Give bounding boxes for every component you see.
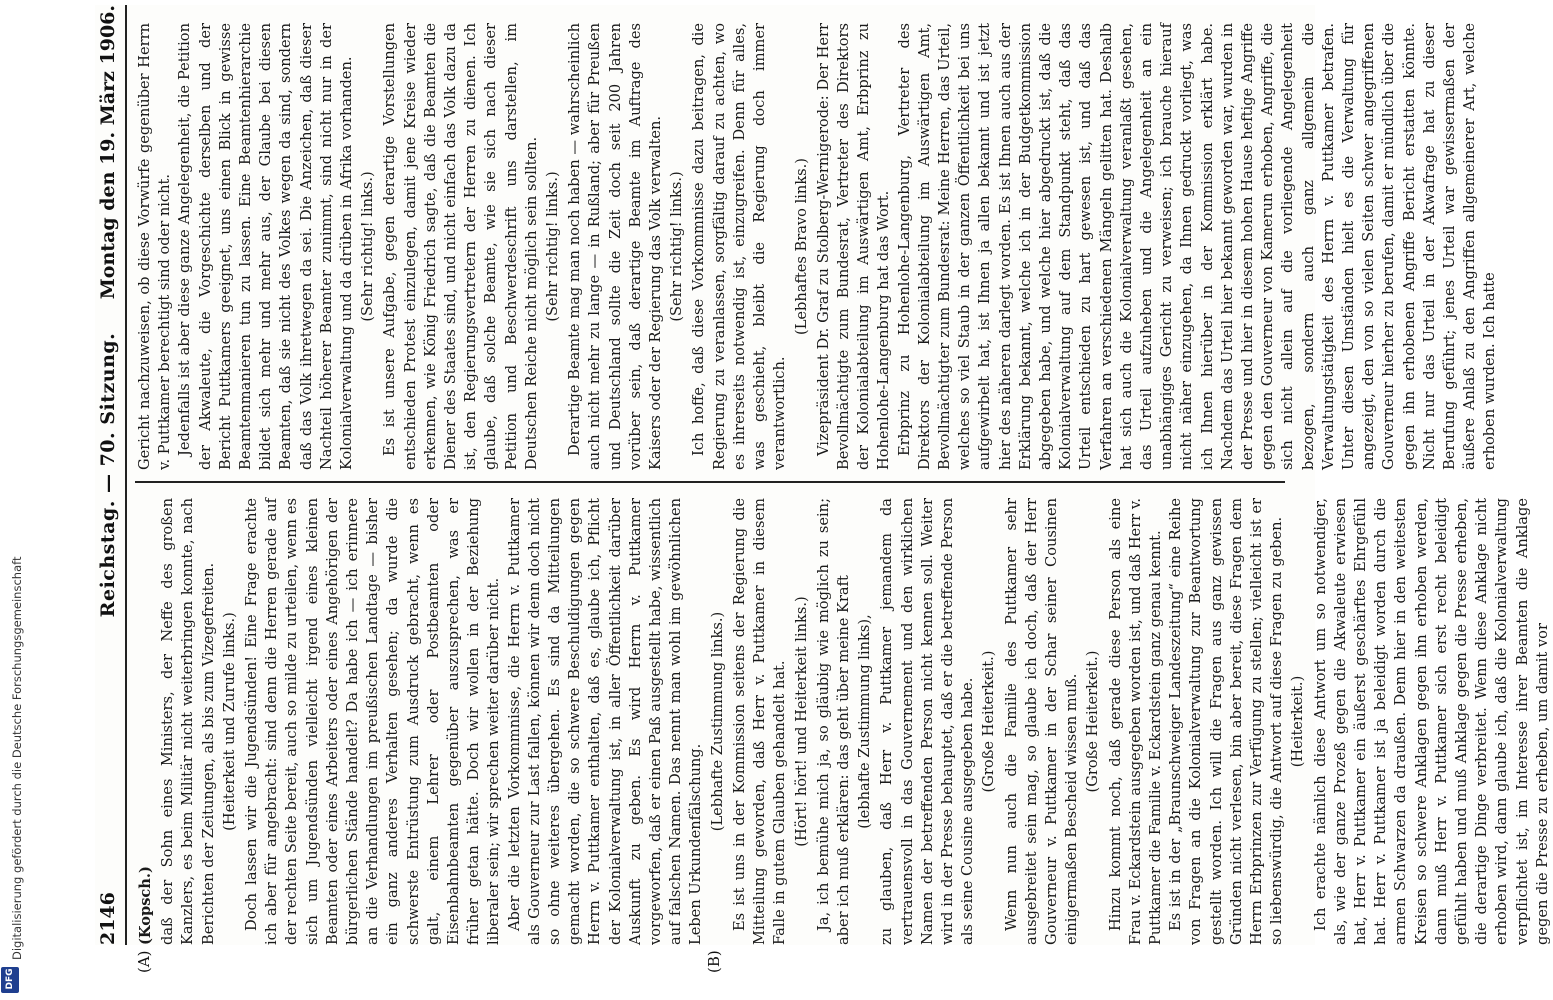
paragraph: Es ist in der „Braunschweiger Landeszeitung“ eine Reihe von Fragen an die Kolonialverwaltung zur Beantwortung gestellt worden. Ich will die Fragen aus ganz gewissen Gründen nicht verlesen, bin aber bereit, diese Fragen dem Herrn Erbprinzen zur Verfügung zu stellen; vielleicht ist er so liebenswürdig, die Antwort auf diese Fragen zu geben.	[1167, 498, 1286, 945]
paragraph: Ich hoffe, daß diese Vorkommnisse dazu beitragen, die Regierung zu veranlassen, sorgfältig darauf zu achten, wo es ihrerseits notwendig ist, einzugreifen. Denn für alles, was geschieht, bleibt die Regierung doch immer verantwortlich.	[690, 23, 789, 470]
remark: (Lebhaftes Bravo links.)	[792, 158, 810, 335]
remark: (lebhafte Zustimmung links),	[856, 614, 874, 829]
paragraph: Aber die letzten Vorkommnisse, die Herrn v. Puttkamer als Gouverneur zur Last fallen, können wir denn doch nicht so ohne weiteres übergehen. Es sind da Mitteilungen gemacht worden, die so schwere Beschuldigungen gegen Herrn v. Puttkamer enthalten, daß es, glaube ich, Pflicht der Kolonialverwaltung ist, in aller Öffentlichkeit darüber Auskunft zu geben. Es wird Herrn v. Puttkamer vorgeworfen, daß er einen Paß ausgestellt habe, wissentlich auf falschen Namen. Das nennt man wohl im gewöhnlichen Leben Urkundenfälschung.	[505, 498, 705, 945]
funding-notice: Digitalisierung gefördert durch die Deutsche Forschungsgemeinschaft	[10, 556, 24, 960]
paragraph: Derartige Beamte mag man noch haben — wahrscheinlich auch nicht mehr zu lange — in Rußland; aber für Preußen und Deutschland sollte die Zeit doch seit 200 Jahren vorüber sein, daß derartige Beamte im Auftrage des Kaisers oder der Regierung das Volk verwalten.	[566, 23, 665, 470]
remark: (Große Heiterkeit.)	[1084, 650, 1102, 793]
paragraph: Es ist unsere Aufgabe, gegen derartige Vorstellungen entschieden Protest einzulegen, damit jene Kreise wieder erkennen, wie König Friedrich sagte, daß die Beamten die Diener des Staates sind, und nicht einfach das Volk dazu da ist, den Regierungsvertretern der Herren zu dienen. Ich glaube, daß solche Beamte, wie sie sich nach dieser Petition und Beschwerdeschrift uns darstellen, im Deutschen Reiche nicht möglich sein sollten.	[381, 23, 540, 470]
paragraph: zu glauben, daß Herr v. Puttkamer jemandem da vertrauensvoll in das Gouvernement und den wirklichen Namen der betreffenden Person nicht kennen soll. Weiter wird in der Presse behauptet, daß er die betreffende Person als seine Cousine ausgegeben habe.	[878, 498, 977, 945]
page-header	[95, 5, 125, 945]
column-divider	[135, 481, 1285, 483]
text-column-left	[135, 498, 1551, 945]
paragraph: Gericht nachzuweisen, ob diese Vorwürfe gegenüber Herrn v. Puttkamer berechtigt sind oder nicht.	[136, 23, 174, 470]
paragraph: Wenn nun auch die Familie des Puttkamer sehr ausgebreitet sein mag, so glaube ich doch, daß der Herr Gouverneur v. Puttkamer in der Schar seiner Cousinen einigermaßen Bescheid wissen muß.	[1002, 498, 1081, 945]
remark: (Sehr richtig! links.)	[668, 171, 686, 322]
paragraph: Doch lassen wir die Jugendsünden! Eine Frage erachte ich aber für angebracht: sind denn die Herren gerade auf der rechten Seite bereit, auch so milde zu urteilen, wenn es sich um Jugendsünden vielleicht irgend eines kleinen Beamten oder eines Arbeiters oder eines Angehörigen der bürgerlichen Stände handelt? Da habe ich — ich erinnere an die Verhandlungen im preußischen Landtage — bisher ein ganz anderes Verhalten gesehen; da wurde die schwerste Entrüstung zum Ausdruck gebracht, wenn es galt, einem Lehrer oder Postbeamten oder Eisenbahnbeamten gegenüber auszusprechen, was er früher getan hätte. Doch wir wollen in der Beziehung liberaler sein; wir sprechen weiter darüber nicht.	[243, 498, 503, 945]
dfg-logo-text: DFG	[5, 968, 15, 990]
header-date: Montag den 19. März 1906.	[97, 5, 119, 300]
paragraph: Vizepräsident Dr. Graf zu Stolberg-Wernigerode: Der Herr Bevollmächtigte zum Bundesrat, Vertreter des Direktors der Kolonialabteilung im Auswärtigen Amt, Erbprinz zu Hohenlohe-Langenburg hat das Wort.	[814, 23, 893, 470]
remark: (Hört! hört! und Heiterkeit links.)	[792, 596, 810, 847]
remark: (Heiterkeit und Zurufe links.)	[220, 612, 238, 831]
remark: (Sehr richtig! links.)	[359, 171, 377, 322]
dfg-logo-icon	[1, 967, 19, 993]
remark: (Große Heiterkeit.)	[980, 650, 998, 793]
margin-marker-a: (A)	[135, 950, 153, 973]
header-title: Reichstag. — 70. Sitzung.	[97, 332, 119, 618]
remark: (Lebhafte Zustimmung links.)	[708, 611, 726, 832]
funding-notice-strip	[0, 0, 24, 1000]
header-rule	[125, 5, 127, 945]
paragraph: Ich erachte nämlich diese Antwort um so notwendiger, als, wie der ganze Prozeß gegen die Akwaleute erwiesen hat, Herr v. Puttkamer ein äußerst geschärftes Ehrgefühl hat. Herr v. Puttkamer ist ja beleidigt worden durch die armen Schwarzen da draußen. Denn hier in den weitesten Kreisen so schwere Anklagen gegen ihn erhoben werden, dann muß Herr v. Puttkamer sich erst recht beleidigt gefühlt haben und muß Anklage gegen die Presse erheben, die derartige Dinge verbreitet. Wenn diese Anklage nicht erhoben wird, dann glaube ich, daß die Kolonialverwaltung verpflichtet ist, im Interesse ihrer Beamten die Anklage gegen die Presse zu erheben, um damit vor	[1311, 498, 1551, 945]
paragraph: Erbprinz zu Hohenlohe-Langenburg, Vertreter des Direktors der Kolonialabteilung im Auswärtigen Amt, Bevollmächtigter zum Bundesrat: Meine Herren, das Urteil, welches so viel Staub in der ganzen Öffentlichkeit bei uns aufgewirbelt hat, ist Ihnen ja allen bekannt und ist jetzt hier des näheren darlegt worden. Es ist Ihnen auch aus der Erklärung bekannt, welche ich in der Budgetkommission abgegeben habe, und welche hier abgedruckt ist, daß die Kolonialverwaltung auf dem Standpunkt steht, daß das Urteil entschieden zu hart gewesen ist, und daß das Verfahren an verschiedenen Mängeln gelitten hat. Deshalb hat sich auch die Kolonialverwaltung veranlaßt gesehen, das Urteil aufzuheben und die Angelegenheit an ein unabhängiges Gericht zu verweisen; ich brauche hierauf nicht näher einzugehen, da Ihnen gedruckt vorliegt, was ich Ihnen hierüber in der Kommission erklärt habe. Nachdem das Urteil hier bekannt geworden war, wurden in der Presse und hier in diesem hohen Hause heftige Angriffe gegen den Gouverneur von Kamerun erhoben, Angriffe, die sich nicht allein auf die vorliegende Angelegenheit bezogen, sondern auch ganz allgemein die Verwaltungstätigkeit des Herrn v. Puttkamer betrafen. Unter diesen Umständen hielt es die Verwaltung für angezeigt, den von so vielen Seiten schwer angegriffenen Gouverneur hierher zu berufen, damit er mündlich über die gegen ihn erhobenen Angriffe Bericht erstatten könnte. Nicht nur das Urteil in der Akwafrage hat zu dieser Berufung geführt; jenes Urteil war gewissermaßen der äußere Anlaß zu den Angriffen allgemeinerer Art, welche erhoben wurden. Ich hatte	[895, 23, 1499, 470]
speaker-label: (Kopsch.)	[137, 866, 154, 945]
newspaper-page	[95, 5, 1551, 973]
paragraph: daß der Sohn eines Ministers, der Neffe des großen Kanzlers, es beim Militär nicht weiterbringen konnte, nach Berichten der Zeitungen, als bis zum Vizegefreiten.	[159, 498, 217, 945]
text-column-right	[135, 23, 1499, 470]
remark: (Heiterkeit.)	[1289, 675, 1307, 768]
margin-marker-b: (B)	[705, 950, 723, 973]
remark: (Sehr richtig! links.)	[544, 171, 562, 322]
page-number: 2146	[97, 892, 119, 945]
paragraph: Ja, ich bemühe mich ja, so gläubig wie möglich zu sein; aber ich muß erklären: das geht über meine Kraft	[814, 498, 852, 945]
paragraph: Es ist uns in der Kommission seitens der Regierung die Mitteilung geworden, daß Herr v. Puttkamer in diesem Falle in gutem Glauben gehandelt hat.	[730, 498, 789, 945]
paragraph: Jedenfalls ist aber diese ganze Angelegenheit, die Petition der Akwaleute, die Vorgeschichte derselben und der Bericht Puttkamers geeignet, uns einen Blick in gewisse Beamtenmanieren tun zu lassen. Eine Beamtenhierarchie bildet sich mehr und mehr aus, der Glaube bei diesen Beamten, daß sie nicht des Volkes wegen da sind, sondern daß das Volk ihretwegen da sei. Die Anzeichen, daß dieser Nachteil höherer Beamter zunimmt, sind nicht nur in der Kolonialverwaltung und da drüben in Afrika vorhanden.	[176, 23, 356, 470]
paragraph: Hinzu kommt noch, daß gerade diese Person als eine Frau v. Eckardstein ausgegeben worden ist, und daß Herr v. Puttkamer die Familie v. Eckardstein ganz genau kennt.	[1106, 498, 1164, 945]
